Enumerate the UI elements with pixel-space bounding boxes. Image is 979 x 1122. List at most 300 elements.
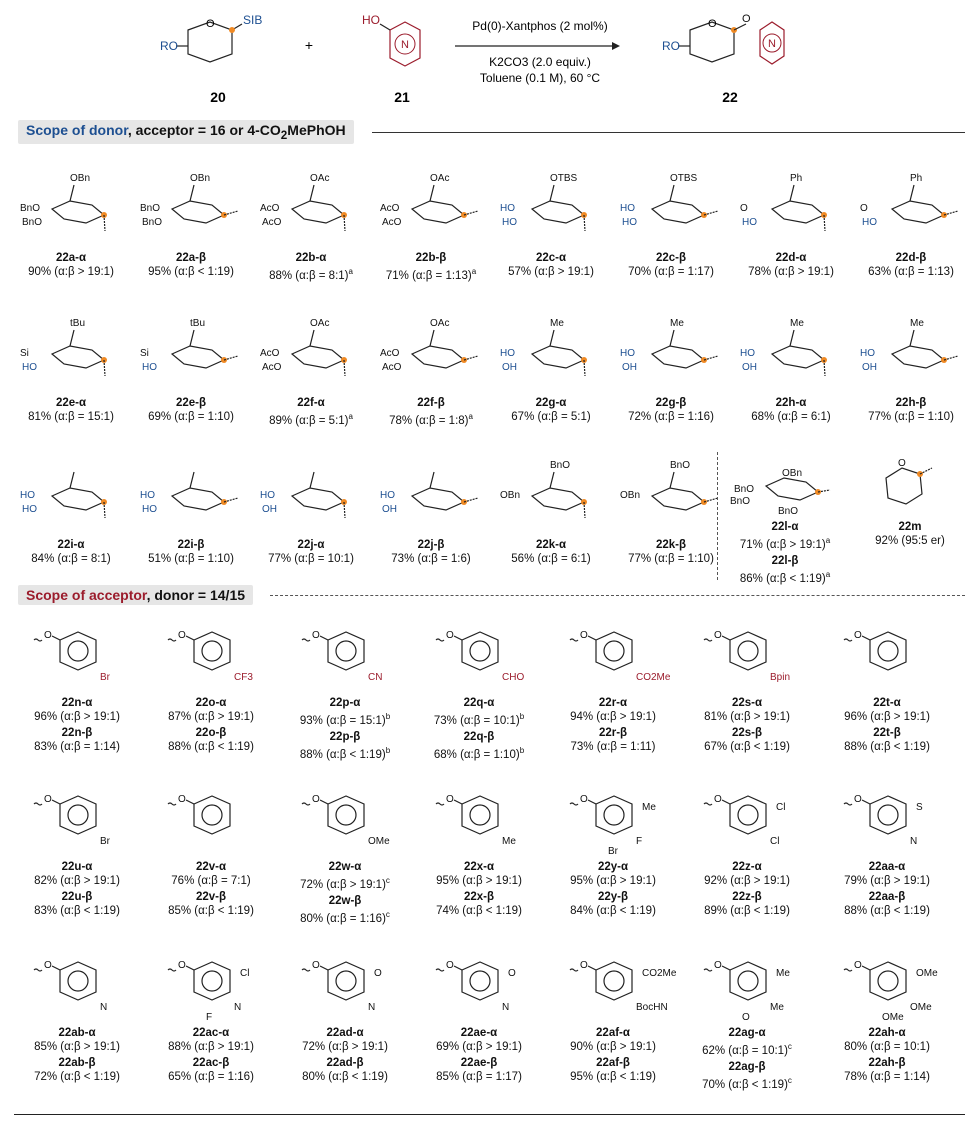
- donor-entry: [12, 165, 130, 279]
- compound-result: 76% (α:β = 7:1): [171, 875, 251, 887]
- donor-entry: [252, 452, 370, 566]
- pyranose-structure: [612, 310, 730, 394]
- compound-result: 68% (α:β = 1:10)$^b$: [433, 745, 525, 761]
- compound-result: 80% (α:β < 1:19): [302, 1071, 388, 1083]
- footnote-mark: b: [385, 745, 391, 755]
- acceptor-entry: [280, 948, 410, 1084]
- substituent-label: Me: [502, 836, 516, 847]
- compound-result: 84% (α:β = 8:1): [31, 553, 111, 565]
- acceptor-entry: [822, 618, 952, 754]
- substituent-label: N: [234, 1002, 242, 1013]
- svg-text:O: O: [178, 630, 186, 641]
- aryl-structure: [12, 948, 142, 1024]
- compound-name: 22z-α: [732, 861, 762, 873]
- compound-name: 22l-α: [771, 521, 799, 533]
- acceptor-label: 21: [394, 89, 410, 105]
- compound-result: 85% (α:β = 1:17): [436, 1071, 522, 1083]
- aryl-structure: [822, 782, 952, 858]
- footnote-mark: a: [471, 267, 477, 276]
- aryl-structure: [548, 618, 678, 694]
- aryl-structure: [12, 782, 142, 858]
- compound-name: 22ab-α: [58, 1027, 96, 1039]
- substituent-label: Cl: [770, 836, 780, 847]
- pyranose-structure: [372, 452, 490, 536]
- compound-name: 22o-α: [195, 697, 227, 709]
- substituent-label: Ph: [910, 173, 923, 184]
- pyranose-structure: [612, 165, 730, 249]
- substituent-label: N: [910, 836, 918, 847]
- compound-name: 22v-α: [195, 861, 227, 873]
- substituent-label: BnO: [550, 460, 571, 471]
- footnote-mark: c: [385, 876, 390, 885]
- substituent-label: HO: [260, 490, 275, 501]
- compound-name: 22ae-α: [460, 1027, 498, 1039]
- footnote-mark: c: [787, 1042, 792, 1051]
- substituent-label: AcO: [380, 348, 400, 359]
- aryl-structure: [822, 618, 952, 694]
- compound-result: 88% (α:β < 1:19): [844, 741, 930, 753]
- pyranose-structure: [372, 165, 490, 249]
- compound-result: 90% (α:β > 19:1): [570, 1041, 656, 1053]
- substituent-label: Me: [670, 318, 684, 329]
- substituent-label: HO: [500, 203, 515, 214]
- section-acceptor-banner: [18, 585, 253, 605]
- section-donor-subtitle: , acceptor = 16 or 4-CO: [127, 122, 281, 139]
- footnote-mark: b: [385, 712, 391, 721]
- structure-22l: [726, 452, 844, 518]
- substituent-label: HO: [620, 203, 635, 214]
- substituent-label: O: [740, 203, 748, 214]
- svg-text:O: O: [580, 630, 588, 641]
- donor-entry: [252, 310, 370, 428]
- substituent-label: HO: [20, 490, 35, 501]
- footnote-mark: a: [348, 267, 353, 276]
- compound-name: 22ae-β: [460, 1057, 498, 1069]
- compound-result: 67% (α:β < 1:19): [704, 741, 790, 753]
- compound-name: 22r-α: [598, 697, 628, 709]
- pyranose-structure: [132, 452, 250, 536]
- compound-result: 82% (α:β > 19:1): [34, 875, 120, 887]
- substituent-label: AcO: [260, 203, 280, 214]
- results-22l: [726, 520, 844, 586]
- acceptor-substituent: HO: [362, 13, 380, 27]
- substituent-label: AcO: [382, 362, 402, 373]
- substituent-label: BnO: [140, 203, 161, 214]
- substituent-label: Br: [608, 846, 618, 857]
- condition-solvent: Toluene (0.1 M), 60 °C: [479, 71, 601, 85]
- acceptor-entry: [280, 782, 410, 926]
- entry-22m-name: 22m: [898, 521, 922, 533]
- compound-name: 22w-β: [328, 894, 362, 907]
- donor-entry: [12, 310, 130, 424]
- substituent-label: OH: [382, 504, 397, 515]
- acceptor-entry: [146, 782, 276, 918]
- footnote-mark: a: [825, 569, 831, 579]
- footnote-mark: b: [519, 745, 525, 755]
- compound-result: 65% (α:β = 1:16): [168, 1071, 254, 1083]
- compound-name: 22e-α: [55, 397, 87, 409]
- footnote-mark: a: [468, 412, 473, 421]
- aryl-structure: [280, 782, 410, 858]
- substituent-label: O: [860, 203, 868, 214]
- compound-result: 69% (α:β = 1:10): [148, 411, 234, 423]
- substituent-label: tBu: [190, 318, 206, 329]
- acceptor-entry: [12, 618, 142, 754]
- compound-name: 22k-β: [655, 539, 687, 551]
- compound-name: 22j-β: [417, 539, 445, 551]
- compound-name: 22t-β: [873, 727, 901, 739]
- compound-name: 22ad-α: [326, 1027, 364, 1039]
- aryl-structure: [280, 948, 410, 1024]
- donor-entry: [732, 310, 850, 424]
- compound-name: 22ac-α: [192, 1027, 230, 1039]
- compound-result: 80% (α:β = 10:1): [844, 1041, 930, 1053]
- pyranose-structure: [252, 452, 370, 536]
- donor-entry: [132, 310, 250, 424]
- substituent-label: HO: [740, 348, 755, 359]
- pyranose-structure: [492, 452, 610, 536]
- acceptor-entry: [548, 782, 678, 918]
- substituent-label: OMe: [882, 1012, 904, 1023]
- compound-result: 78% (α:β = 1:14): [844, 1071, 930, 1083]
- donor-entry: [132, 452, 250, 566]
- pyranose-structure: [612, 452, 730, 536]
- compound-result: 84% (α:β < 1:19): [570, 905, 656, 917]
- aryl-structure: [548, 948, 678, 1024]
- substituent-label: CF3: [234, 672, 253, 683]
- plus-sign: +: [304, 37, 314, 53]
- compound-name: 22ah-α: [868, 1027, 906, 1039]
- condition-base: K2CO3 (2.0 equiv.): [489, 55, 591, 69]
- pyranose-structure: [492, 165, 610, 249]
- svg-text:O: O: [580, 794, 588, 805]
- substituent-label: HO: [860, 348, 875, 359]
- substituent-label: Br: [100, 672, 110, 683]
- compound-name: 22f-α: [297, 397, 325, 409]
- donor-entry: [492, 452, 610, 566]
- donor-entry: [12, 452, 130, 566]
- substituent-label: OBn: [70, 173, 91, 184]
- substituent-label: N: [368, 1002, 376, 1013]
- footnote-mark: c: [787, 1075, 792, 1085]
- compound-name: 22w-α: [328, 861, 362, 873]
- structure-22m: [846, 452, 974, 518]
- compound-result: 87% (α:β > 19:1): [168, 711, 254, 723]
- substituent-label: BnO: [142, 217, 163, 228]
- donor-entry: [252, 165, 370, 283]
- compound-name: 22c-α: [535, 252, 567, 264]
- compound-result: 78% (α:β = 1:8)$^a$: [389, 412, 473, 427]
- compound-name: 22i-α: [57, 539, 85, 551]
- pyranose-structure: [852, 310, 970, 394]
- compound-result: 67% (α:β = 5:1): [511, 411, 591, 423]
- compound-result: 70% (α:β = 1:17): [628, 266, 714, 278]
- compound-result: 89% (α:β = 5:1)$^a$: [269, 412, 353, 427]
- compound-result: 73% (α:β = 10:1)$^b$: [433, 712, 525, 727]
- substituent-label: OAc: [430, 173, 450, 184]
- section-donor-tail: MePhOH: [287, 122, 346, 139]
- substituent-label: Br: [100, 836, 110, 847]
- aryl-structure: [822, 948, 952, 1024]
- section-acceptor-rule: [270, 595, 965, 596]
- compound-result: 95% (α:β > 19:1): [570, 875, 656, 887]
- svg-text:O: O: [446, 630, 454, 641]
- donor-entry: [732, 165, 850, 279]
- substituent-label: CN: [368, 672, 383, 683]
- compound-result: 81% (α:β > 19:1): [704, 711, 790, 723]
- substituent-label: AcO: [260, 348, 280, 359]
- compound-result: 86% (α:β < 1:19)$^a$: [739, 569, 831, 585]
- compound-result: 72% (α:β < 1:19): [34, 1071, 120, 1083]
- substituent-label: OH: [262, 504, 277, 515]
- donor-label: 20: [210, 89, 226, 105]
- compound-result: 88% (α:β = 8:1)$^a$: [269, 267, 353, 282]
- section-acceptor-subtitle: , donor = 14/15: [146, 587, 246, 603]
- aryl-structure: [414, 618, 544, 694]
- donor-entry: [372, 310, 490, 428]
- pyranose-structure: [732, 310, 850, 394]
- compound-result: 63% (α:β = 1:13): [868, 266, 954, 278]
- substituent-label: HO: [500, 348, 515, 359]
- svg-text:O: O: [714, 630, 722, 641]
- substituent-label: BnO: [670, 460, 691, 471]
- section-acceptor-title: Scope of acceptor: [26, 587, 147, 603]
- compound-name: 22j-α: [297, 539, 325, 551]
- compound-name: 22p-α: [329, 697, 361, 709]
- acceptor-entry: [146, 618, 276, 754]
- aryl-structure: [548, 782, 678, 858]
- substituent-label: OBn: [190, 173, 211, 184]
- ring-oxygen: O: [206, 18, 215, 30]
- compound-result: 71% (α:β > 19:1)$^a$: [739, 536, 831, 551]
- footnote-mark: b: [519, 712, 525, 721]
- compound-name: 22u-α: [61, 861, 93, 873]
- compound-name: 22c-β: [655, 252, 687, 264]
- compound-name: 22d-α: [775, 252, 807, 264]
- acceptor-entry: [146, 948, 276, 1084]
- svg-text:O: O: [854, 630, 862, 641]
- compound-name: 22g-α: [535, 397, 567, 409]
- svg-text:O: O: [446, 960, 454, 971]
- donor-entry: [372, 452, 490, 566]
- substituent-label: Ph: [790, 173, 803, 184]
- aryl-structure: [146, 948, 276, 1024]
- compound-name: 22e-β: [175, 397, 207, 409]
- substituent-label: HO: [620, 348, 635, 359]
- entry-22l: [726, 452, 844, 586]
- footnote-mark: c: [385, 909, 390, 919]
- compound-result: 78% (α:β > 19:1): [748, 266, 834, 278]
- substituent-label: HO: [380, 490, 395, 501]
- compound-name: 22h-α: [775, 397, 807, 409]
- svg-text:O: O: [580, 960, 588, 971]
- entry-22m: [846, 452, 974, 548]
- svg-text:O: O: [44, 630, 52, 641]
- substituent-label: OAc: [310, 318, 330, 329]
- compound-result: 79% (α:β > 19:1): [844, 875, 930, 887]
- substituent-label: Cl: [776, 802, 786, 813]
- substituent-label: AcO: [382, 217, 402, 228]
- acceptor-entry: [822, 948, 952, 1084]
- pyranose-structure: [252, 310, 370, 394]
- compound-result: 92% (α:β > 19:1): [704, 875, 790, 887]
- substituent-label: OMe: [368, 836, 390, 847]
- compound-name: 22t-α: [873, 697, 901, 709]
- pyranose-structure: [852, 165, 970, 249]
- aryl-structure: [682, 948, 812, 1024]
- section-donor-banner: [18, 120, 354, 144]
- substituent-label: HO: [502, 217, 517, 228]
- svg-text:O: O: [44, 794, 52, 805]
- compound-result: 90% (α:β > 19:1): [28, 266, 114, 278]
- substituent-label: HO: [142, 504, 157, 515]
- pyranose-structure: [12, 310, 130, 394]
- compound-name: 22q-β: [463, 730, 495, 743]
- compound-name: 22p-β: [329, 730, 361, 743]
- compound-result: 72% (α:β > 19:1)$^c$: [300, 876, 390, 891]
- product-substituent: RO: [662, 39, 680, 53]
- compound-name: 22k-α: [535, 539, 567, 551]
- compound-result: 88% (α:β < 1:19): [844, 905, 930, 917]
- acceptor-entry: [548, 948, 678, 1084]
- reaction-scheme: [0, 0, 979, 110]
- compound-result: 85% (α:β > 19:1): [34, 1041, 120, 1053]
- aryl-structure: [682, 782, 812, 858]
- compound-result: 74% (α:β < 1:19): [436, 905, 522, 917]
- pyranose-structure: [132, 165, 250, 249]
- acceptor-entry: [548, 618, 678, 754]
- acceptor-structure: [362, 13, 420, 66]
- compound-name: 22i-β: [177, 539, 205, 551]
- donor-entry: [492, 165, 610, 279]
- compound-name: 22a-β: [175, 252, 207, 264]
- substituent-label: OH: [742, 362, 757, 373]
- aryl-structure: [146, 618, 276, 694]
- section-donor-subscript: 2: [280, 128, 288, 142]
- compound-name: 22b-α: [295, 252, 327, 264]
- compound-name: 22y-α: [597, 861, 629, 873]
- compound-name: 22b-β: [415, 252, 447, 264]
- pyranose-structure: [252, 165, 370, 249]
- aryl-structure: [12, 618, 142, 694]
- substituent-label: CHO: [502, 672, 525, 683]
- substituent-label: OMe: [916, 968, 938, 979]
- svg-text:O: O: [312, 794, 320, 805]
- acceptor-entry: [12, 948, 142, 1084]
- subst-22l-0: OBn: [782, 468, 803, 479]
- donor-entry: [372, 165, 490, 283]
- compound-result: 62% (α:β = 10:1)$^c$: [702, 1042, 792, 1057]
- donor-entry: [612, 310, 730, 424]
- substituent-label: BnO: [22, 217, 43, 228]
- compound-result: 83% (α:β = 1:14): [34, 741, 120, 753]
- donor-entry: [612, 165, 730, 279]
- compound-result: 80% (α:β = 1:16)$^c$: [300, 909, 390, 925]
- compound-result: 73% (α:β = 1:6): [391, 553, 471, 565]
- substituent-label: Me: [770, 1002, 784, 1013]
- compound-name: 22v-β: [195, 891, 227, 903]
- footnote-mark: a: [348, 412, 353, 421]
- substituent-label: OH: [622, 362, 637, 373]
- section-donor-rule: [372, 132, 965, 133]
- aryl-structure: [414, 948, 544, 1024]
- compound-name: 22g-β: [655, 397, 687, 409]
- substituent-label: HO: [22, 362, 37, 373]
- substituent-label: Me: [776, 968, 790, 979]
- donor-entry: [492, 310, 610, 424]
- compound-result: 89% (α:β < 1:19): [704, 905, 790, 917]
- substituent-label: HO: [142, 362, 157, 373]
- donor-structure: [160, 13, 262, 62]
- divider-vertical: [717, 452, 718, 580]
- compound-name: 22n-β: [61, 727, 93, 739]
- acceptor-entry: [682, 948, 812, 1092]
- substituent-label: O: [374, 968, 382, 979]
- substituent-label: Si: [20, 348, 29, 359]
- substituent-label: HO: [622, 217, 637, 228]
- substituent-label: S: [916, 802, 923, 813]
- compound-result: 68% (α:β = 6:1): [751, 411, 831, 423]
- substituent-label: Bpin: [770, 672, 791, 683]
- entry-22m-result: 92% (95:5 er): [875, 535, 945, 547]
- compound-name: 22z-β: [732, 891, 762, 903]
- substituent-label: AcO: [380, 203, 400, 214]
- substituent-label: F: [206, 1012, 213, 1023]
- substituent-label: HO: [22, 504, 37, 515]
- compound-name: 22aa-β: [868, 891, 906, 903]
- svg-text:O: O: [312, 630, 320, 641]
- product-structure: [662, 13, 784, 64]
- compound-result: 88% (α:β < 1:19)$^b$: [299, 745, 391, 761]
- substituent-label: Me: [790, 318, 804, 329]
- substituent-label: N: [100, 1002, 108, 1013]
- substituent-label: HO: [742, 217, 757, 228]
- substituent-label: Me: [910, 318, 924, 329]
- pyranose-structure: [12, 165, 130, 249]
- footnote-mark: a: [825, 536, 831, 545]
- substituent-label: Me: [550, 318, 564, 329]
- acceptor-entry: [414, 948, 544, 1084]
- compound-result: 73% (α:β = 1:11): [570, 741, 656, 753]
- svg-text:O: O: [708, 18, 717, 30]
- compound-result: 70% (α:β < 1:19)$^c$: [702, 1075, 792, 1091]
- compound-result: 95% (α:β > 19:1): [436, 875, 522, 887]
- section-acceptor-header: [18, 584, 253, 606]
- substituent-label: Cl: [240, 968, 250, 979]
- substituent-label: N: [502, 1002, 510, 1013]
- substituent-label: O: [508, 968, 516, 979]
- compound-result: 95% (α:β < 1:19): [570, 1071, 656, 1083]
- compound-result: 56% (α:β = 6:1): [511, 553, 591, 565]
- compound-name: 22o-β: [195, 727, 227, 739]
- acceptor-entry: [822, 782, 952, 918]
- substituent-label: OBn: [620, 490, 641, 501]
- substituent-label: OTBS: [550, 173, 578, 184]
- substituent-label: OH: [862, 362, 877, 373]
- substituent-label: F: [636, 836, 643, 847]
- compound-result: 85% (α:β < 1:19): [168, 905, 254, 917]
- compound-result: 96% (α:β > 19:1): [34, 711, 120, 723]
- acceptor-entry: [12, 782, 142, 918]
- compound-name: 22ah-β: [868, 1057, 906, 1069]
- compound-name: 22af-β: [596, 1057, 630, 1069]
- substituent-label: Si: [140, 348, 149, 359]
- compound-name: 22a-α: [55, 252, 87, 264]
- svg-text:O: O: [44, 960, 52, 971]
- svg-text:O: O: [742, 13, 751, 25]
- acceptor-ring-letter: N: [401, 39, 409, 51]
- compound-name: 22ab-β: [58, 1057, 96, 1069]
